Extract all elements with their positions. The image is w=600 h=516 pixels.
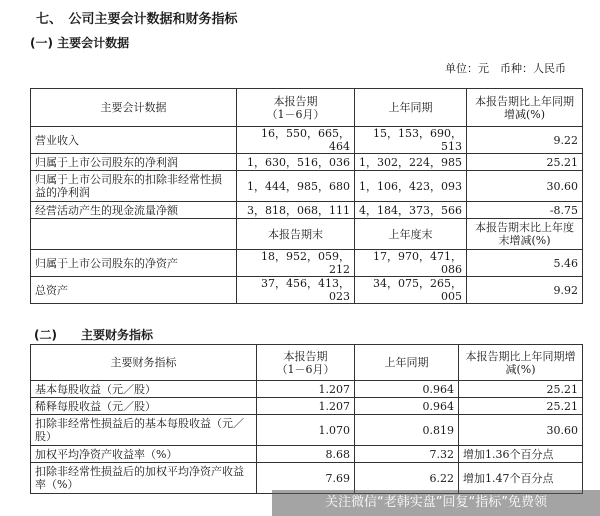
header-cell: 本报告期 （1－6月）: [257, 345, 355, 381]
unit-currency-note: 单位：元 币种：人民币: [445, 62, 566, 75]
header-cell: 本报告期比上年同期增减(%): [467, 89, 583, 127]
row-label: 营业收入: [31, 127, 237, 154]
current-period-value: 1，630，516，036: [237, 154, 355, 171]
prior-period-value: 17，970，471，086: [355, 250, 467, 277]
table-row: [31, 250, 583, 277]
row-label: 经营活动产生的现金流量净额: [31, 202, 237, 219]
table-row: [31, 398, 583, 415]
prior-period-value: 1，106，423，093: [355, 171, 467, 202]
prior-period-value: 6.22: [355, 463, 459, 494]
row-label: 归属于上市公司股东的净资产: [31, 250, 237, 277]
accounting-data-table: [30, 88, 583, 304]
table-row: [31, 463, 583, 494]
header-cell: 主要财务指标: [31, 345, 257, 381]
table-row: [31, 415, 583, 446]
row-label: 扣除非经常性损益后的基本每股收益（元／股）: [31, 415, 257, 446]
header-cell: 本报告期比上年同期增减(%): [459, 345, 583, 381]
header-cell: 本报告期末: [237, 219, 355, 250]
subsection-title-accounting-data: (一) 主要会计数据: [30, 36, 130, 50]
current-period-value: 1，444，985，680: [237, 171, 355, 202]
change-percent-value: 5.46: [467, 250, 583, 277]
current-period-value: 18，952，059，212: [237, 250, 355, 277]
current-period-value: 1.070: [257, 415, 355, 446]
table-row: [31, 277, 583, 304]
row-label: 总资产: [31, 277, 237, 304]
table-row: [31, 171, 583, 202]
change-percent-value: -8.75: [467, 202, 583, 219]
change-percent-value: 30.60: [467, 171, 583, 202]
prior-period-value: 4，184，373，566: [355, 202, 467, 219]
prior-period-value: 0.964: [355, 381, 459, 398]
watermark-banner: 关注微信“老韩实盘”回复“指标”免费领: [272, 490, 600, 516]
change-percent-value: 25.21: [467, 154, 583, 171]
prior-period-value: 1，302，224，985: [355, 154, 467, 171]
change-value: 25.21: [459, 398, 583, 415]
change-value: 增加1.47个百分点: [459, 463, 583, 494]
row-label: 加权平均净资产收益率（%）: [31, 446, 257, 463]
header-cell: 上年同期: [355, 89, 467, 127]
table-header-row: [31, 89, 583, 127]
prior-period-value: 34，075，265，005: [355, 277, 467, 304]
change-value: 增加1.36个百分点: [459, 446, 583, 463]
current-period-value: 16，550，665，464: [237, 127, 355, 154]
header-cell: 上年同期: [355, 345, 459, 381]
change-value: 30.60: [459, 415, 583, 446]
header-cell: 本报告期末比上年度末增减(%): [467, 219, 583, 250]
current-period-value: 1.207: [257, 381, 355, 398]
change-percent-value: 9.22: [467, 127, 583, 154]
row-label: 基本每股收益（元／股）: [31, 381, 257, 398]
current-period-value: 3，818，068，111: [237, 202, 355, 219]
table-row: [31, 446, 583, 463]
row-label: 稀释每股收益（元／股）: [31, 398, 257, 415]
row-label: 归属于上市公司股东的扣除非经常性损益的净利润: [31, 171, 237, 202]
header-cell: 主要会计数据: [31, 89, 237, 127]
change-value: 25.21: [459, 381, 583, 398]
prior-period-value: 7.32: [355, 446, 459, 463]
prior-period-value: 15，153，690，513: [355, 127, 467, 154]
row-label: 扣除非经常性损益后的加权平均净资产收益率（%）: [31, 463, 257, 494]
table-row: [31, 154, 583, 171]
change-percent-value: 9.92: [467, 277, 583, 304]
prior-period-value: 0.964: [355, 398, 459, 415]
subsection-title-financial-indicators: (二) 主要财务指标: [34, 328, 153, 342]
table-subheader-row: [31, 219, 583, 250]
table-row: [31, 127, 583, 154]
current-period-value: 8.68: [257, 446, 355, 463]
table-header-row: [31, 345, 583, 381]
current-period-value: 1.207: [257, 398, 355, 415]
table-row: [31, 381, 583, 398]
financial-indicators-table: [30, 344, 583, 494]
table-row: [31, 202, 583, 219]
prior-period-value: 0.819: [355, 415, 459, 446]
row-label: 归属于上市公司股东的净利润: [31, 154, 237, 171]
current-period-value: 37，456，413，023: [237, 277, 355, 304]
header-cell: 本报告期 （1－6月）: [237, 89, 355, 127]
header-cell: [31, 219, 237, 250]
header-cell: 上年度末: [355, 219, 467, 250]
section-heading: 七、 公司主要会计数据和财务指标: [36, 12, 238, 27]
current-period-value: 7.69: [257, 463, 355, 494]
